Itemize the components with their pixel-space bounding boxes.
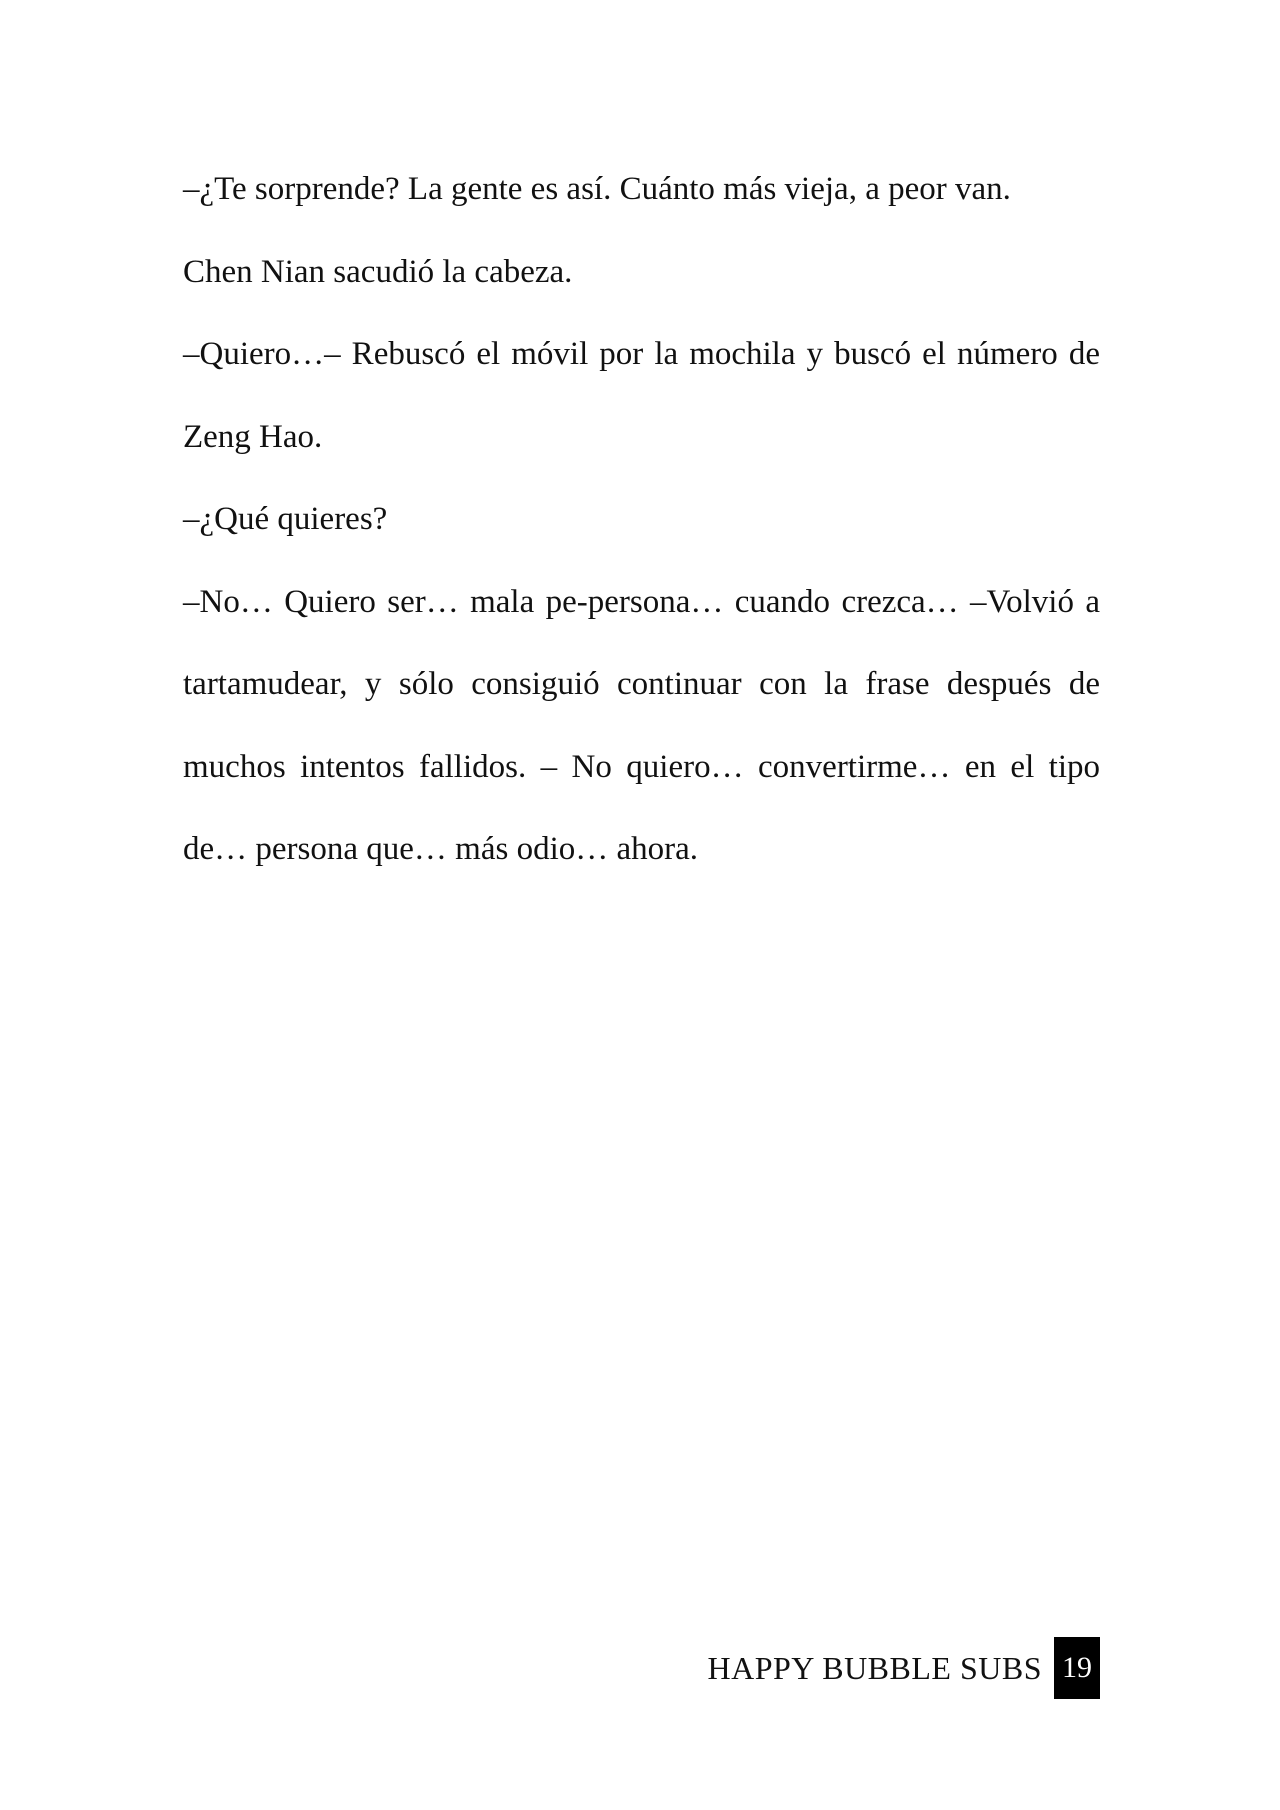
- paragraph-2: Chen Nian sacudió la cabeza.: [183, 253, 573, 290]
- page-body: [183, 148, 1100, 891]
- page-number: 19: [1054, 1637, 1100, 1699]
- paragraph-5: –No… Quiero ser… mala pe-persona… cuando crezca… –Volvió a tartamudear, y sólo consiguió continuar con la frase después de muchos intentos fallidos. – No quiero… convertirme… en el tipo de… persona que… más odio… ahora.: [183, 583, 1100, 867]
- paragraph-4: –¿Qué quieres?: [183, 501, 388, 537]
- footer-brand: HAPPY BUBBLE SUBS: [707, 1649, 1042, 1686]
- page-footer: [707, 1637, 1100, 1699]
- paragraph-3: –Quiero…– Rebuscó el móvil por la mochila y buscó el número de Zeng Hao.: [183, 336, 1100, 455]
- paragraph-1: –¿Te sorprende? La gente es así. Cuánto más vieja, a peor van.: [183, 171, 1011, 207]
